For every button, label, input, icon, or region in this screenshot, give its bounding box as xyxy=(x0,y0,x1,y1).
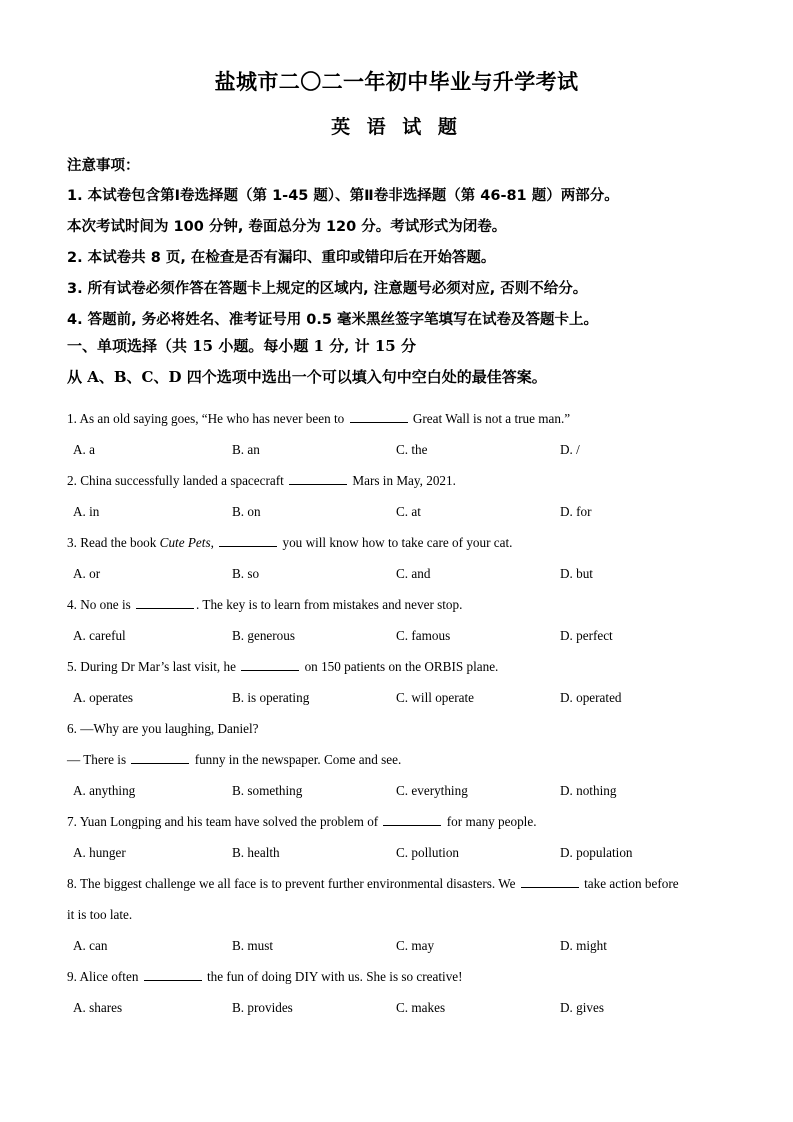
option-a[interactable]: A. anything xyxy=(73,783,136,798)
question-4-options xyxy=(0,620,793,651)
question-3-stem xyxy=(67,527,727,558)
question-5-number: 5. xyxy=(67,659,77,674)
option-d[interactable]: D. for xyxy=(560,504,592,519)
question-9-stem xyxy=(67,961,727,992)
option-c[interactable]: C. may xyxy=(396,938,435,953)
option-b[interactable]: B. provides xyxy=(232,1000,293,1015)
answer-blank xyxy=(136,597,194,609)
question-5 xyxy=(0,651,793,713)
question-4 xyxy=(0,589,793,651)
option-a[interactable]: A. hunger xyxy=(73,845,126,860)
question-8-number: 8. xyxy=(67,876,77,891)
option-d[interactable]: D. population xyxy=(560,845,633,860)
option-b[interactable]: B. so xyxy=(232,566,260,581)
question-3-options xyxy=(0,558,793,589)
option-b[interactable]: B. on xyxy=(232,504,261,519)
option-a[interactable]: A. a xyxy=(73,442,95,457)
question-5-options xyxy=(0,682,793,713)
question-1-text-post: Great Wall is not a true man.” xyxy=(409,411,571,426)
question-6-text-line1: —Why are you laughing, Daniel? xyxy=(80,721,259,736)
option-a[interactable]: A. or xyxy=(73,566,101,581)
option-c[interactable]: C. the xyxy=(396,442,428,457)
note-item-1-continued: 本次考试时间为 100 分钟, 卷面总分为 120 分。考试形式为闭卷。 xyxy=(67,219,507,235)
question-8-stem-line2: it is too late. xyxy=(67,907,133,922)
answer-blank xyxy=(131,752,189,764)
option-b[interactable]: B. is operating xyxy=(232,690,310,705)
question-8-text-pre: The biggest challenge we all face is to prevent further environmental disasters. We xyxy=(79,876,519,891)
question-2-stem xyxy=(67,465,727,496)
option-d[interactable]: D. nothing xyxy=(560,783,617,798)
question-4-stem xyxy=(67,589,727,620)
question-6-stem-line2 xyxy=(67,744,727,775)
question-7-text-post: for many people. xyxy=(443,814,537,829)
note-item-1: 1. 本试卷包含第Ⅰ卷选择题（第 1-45 题）、第Ⅱ卷非选择题（第 46-81 题）两部分。 xyxy=(67,188,619,204)
section-part-one-title: 一、单项选择（共 15 小题。每小题 1 分, 计 15 分 xyxy=(67,337,416,355)
question-1-number: 1. xyxy=(67,411,77,426)
question-3-text-mid: , xyxy=(210,535,218,550)
question-8-options xyxy=(0,930,793,961)
question-5-text-pre: During Dr Mar’s last visit, he xyxy=(80,659,240,674)
option-d[interactable]: D. operated xyxy=(560,690,622,705)
option-b[interactable]: B. health xyxy=(232,845,280,860)
option-a[interactable]: A. can xyxy=(73,938,108,953)
option-c[interactable]: C. makes xyxy=(396,1000,446,1015)
question-4-text-pre: No one is xyxy=(80,597,135,612)
question-7-stem xyxy=(67,806,727,837)
question-1-options xyxy=(0,434,793,465)
option-b[interactable]: B. an xyxy=(232,442,260,457)
option-c[interactable]: C. and xyxy=(396,566,431,581)
question-9-number: 9. xyxy=(67,969,77,984)
option-d[interactable]: D. perfect xyxy=(560,628,613,643)
option-a[interactable]: A. in xyxy=(73,504,100,519)
option-d[interactable]: D. / xyxy=(560,442,580,457)
question-6-stem-line1 xyxy=(67,713,727,744)
question-8-text-post: take action before xyxy=(580,876,679,891)
question-2 xyxy=(0,465,793,527)
questions-list xyxy=(0,403,793,1023)
question-5-text-post: on 150 patients on the ORBIS plane. xyxy=(301,659,499,674)
question-9-options xyxy=(0,992,793,1023)
option-b[interactable]: B. something xyxy=(232,783,303,798)
question-5-stem xyxy=(67,651,727,682)
question-9-text-post: the fun of doing DIY with us. She is so creative! xyxy=(203,969,463,984)
question-6-number: 6. xyxy=(67,721,77,736)
answer-blank xyxy=(144,969,202,981)
option-b[interactable]: B. generous xyxy=(232,628,295,643)
question-2-options xyxy=(0,496,793,527)
option-a[interactable]: A. shares xyxy=(73,1000,123,1015)
question-7-text-pre: Yuan Longping and his team have solved the problem of xyxy=(79,814,382,829)
option-c[interactable]: C. everything xyxy=(396,783,468,798)
question-1-stem xyxy=(67,403,727,434)
question-2-text-post: Mars in May, 2021. xyxy=(349,473,456,488)
question-1-text-pre: As an old saying goes, “He who has never been to xyxy=(79,411,348,426)
question-4-number: 4. xyxy=(67,597,77,612)
question-6-options xyxy=(0,775,793,806)
page-title: 盐城市二〇二一年初中毕业与升学考试 xyxy=(214,70,579,94)
question-1 xyxy=(0,403,793,465)
question-4-text-post: . The key is to learn from mistakes and never stop. xyxy=(196,597,463,612)
notes-heading: 注意事项： xyxy=(67,157,140,174)
option-c[interactable]: C. will operate xyxy=(396,690,475,705)
option-c[interactable]: C. at xyxy=(396,504,421,519)
notes-section xyxy=(67,150,747,336)
question-2-number: 2. xyxy=(67,473,77,488)
question-9 xyxy=(0,961,793,1023)
page-subtitle: 英 语 试 题 xyxy=(331,116,462,138)
answer-blank xyxy=(350,411,408,423)
question-6-text-pre: — There is xyxy=(67,752,130,767)
question-8-stem-line1 xyxy=(67,868,739,899)
answer-blank xyxy=(241,659,299,671)
question-3 xyxy=(0,527,793,589)
note-item-2: 2. 本试卷共 8 页, 在检查是否有漏印、重印或错印后在开始答题。 xyxy=(67,250,496,266)
option-d[interactable]: D. might xyxy=(560,938,607,953)
option-a[interactable]: A. careful xyxy=(73,628,126,643)
answer-blank xyxy=(289,473,347,485)
question-6-text-post: funny in the newspaper. Come and see. xyxy=(191,752,402,767)
question-3-book-title: Cute Pets xyxy=(159,535,211,550)
question-3-text-post: you will know how to take care of your cat. xyxy=(279,535,513,550)
question-3-text-pre: Read the book xyxy=(80,535,160,550)
option-b[interactable]: B. must xyxy=(232,938,274,953)
section-part-one-instruction: 从 A、B、C、D 四个选项中选出一个可以填入句中空白处的最佳答案。 xyxy=(67,368,547,386)
answer-blank xyxy=(383,814,441,826)
note-item-3: 3. 所有试卷必须作答在答题卡上规定的区域内, 注意题号必须对应, 否则不给分。 xyxy=(67,281,588,297)
option-a[interactable]: A. operates xyxy=(73,690,134,705)
question-7-options xyxy=(0,837,793,868)
question-7 xyxy=(0,806,793,868)
answer-blank xyxy=(219,535,277,547)
answer-blank xyxy=(521,876,579,888)
option-c[interactable]: C. famous xyxy=(396,628,451,643)
option-d[interactable]: D. but xyxy=(560,566,593,581)
option-d[interactable]: D. gives xyxy=(560,1000,604,1015)
question-3-number: 3. xyxy=(67,535,77,550)
question-7-number: 7. xyxy=(67,814,77,829)
question-2-text-pre: China successfully landed a spacecraft xyxy=(80,473,288,488)
question-8 xyxy=(0,868,793,961)
option-c[interactable]: C. pollution xyxy=(396,845,460,860)
note-item-4: 4. 答题前, 务必将姓名、准考证号用 0.5 毫米黑丝签字笔填写在试卷及答题卡上。 xyxy=(67,312,598,328)
question-9-text-pre: Alice often xyxy=(79,969,142,984)
question-6 xyxy=(0,713,793,806)
